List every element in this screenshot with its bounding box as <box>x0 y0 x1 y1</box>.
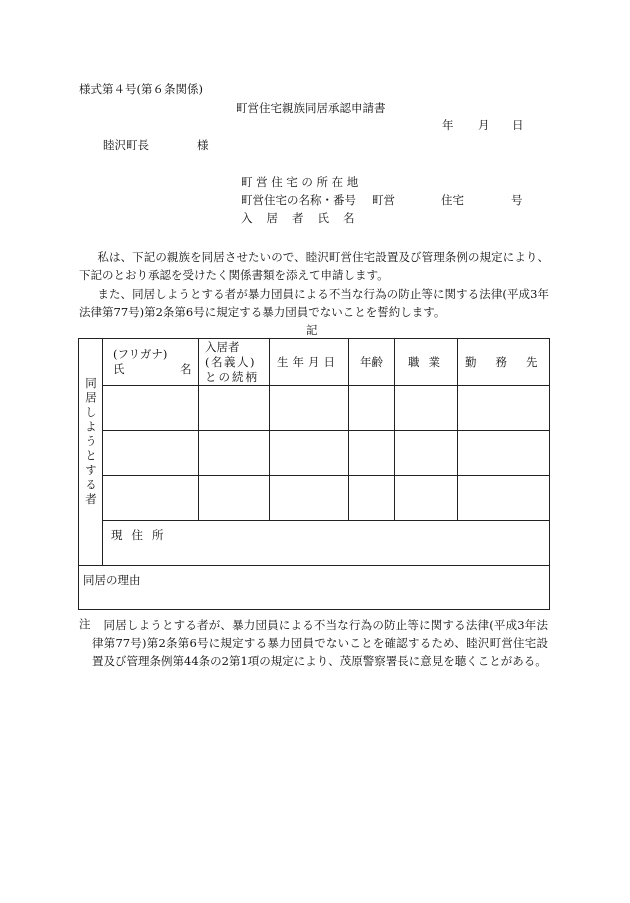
housing-town: 町営 <box>372 193 395 207</box>
table-frame <box>78 338 550 610</box>
header-age: 年齢 <box>360 355 383 369</box>
header-occupation: 職業 <box>408 355 449 369</box>
header-relation-line2: (名義人) <box>205 355 256 369</box>
table-line <box>348 338 349 520</box>
addressee-name: 睦沢町長 <box>103 138 149 152</box>
header-furigana: (フリガナ) <box>113 347 168 361</box>
table-line <box>198 338 199 520</box>
header-workplace: 勤務先 <box>465 355 557 369</box>
date-day: 日 <box>512 118 524 132</box>
cohabitant-side-label: 同居しようとする者 <box>84 377 98 508</box>
body-paragraph-2: また、同居しようとする者が暴力団員による不当な行為の防止等に関する法律(平成3年法律第77号)第2条第6号に規定する暴力団員でないことを誓約します。 <box>79 287 549 319</box>
table-line <box>269 338 270 520</box>
page-title: 町営住宅親族同居承認申請書 <box>236 101 386 115</box>
header-mei: 名 <box>180 362 192 376</box>
addressee-suffix: 様 <box>197 138 209 152</box>
ki-label: 記 <box>306 323 318 337</box>
note-text: 同居しようとする者が、暴力団員による不当な行為の防止等に関する法律(平成3年法律第77号)第2条第6号に規定する暴力団員でないことを確認するため、睦沢町営住宅設置及び管理条例第44条の2第1項の規定により、茂原警察署長に意見を聴くことがある。 <box>92 618 548 668</box>
header-relation-line3: との続柄 <box>205 370 259 384</box>
table-line <box>394 338 395 520</box>
table-line <box>78 565 550 566</box>
header-relation-text: 入居者 <box>205 340 240 354</box>
note-marker: 注 <box>79 617 91 631</box>
cohabitation-reason-label: 同居の理由 <box>83 573 141 587</box>
housing-housing: 住宅 <box>441 193 464 207</box>
table-line <box>457 338 458 520</box>
body-paragraph-1: 私は、下記の親族を同居させたいので、睦沢町営住宅設置及び管理条例の規定により、下記のとおり承認を受けたく関係書類を添えて申請します。 <box>79 250 549 282</box>
housing-name-number-label: 町営住宅の名称・番号 <box>241 193 356 207</box>
table-line <box>102 520 550 521</box>
header-shi: 氏 <box>113 362 125 376</box>
table-line <box>102 338 103 565</box>
header-birthdate: 生年月日 <box>277 355 339 369</box>
resident-name-label: 入居者氏名 <box>241 211 369 225</box>
housing-address-label: 町営住宅の所在地 <box>241 175 362 189</box>
date-year: 年 <box>442 118 454 132</box>
housing-number: 号 <box>511 193 523 207</box>
table-line <box>102 430 550 431</box>
table-line <box>102 385 550 386</box>
form-number: 様式第４号(第６条関係) <box>79 82 203 96</box>
header-relation-line1 <box>205 340 265 355</box>
date-month: 月 <box>478 118 490 132</box>
current-address-label: 現住所 <box>111 528 173 542</box>
table-line <box>102 475 550 476</box>
